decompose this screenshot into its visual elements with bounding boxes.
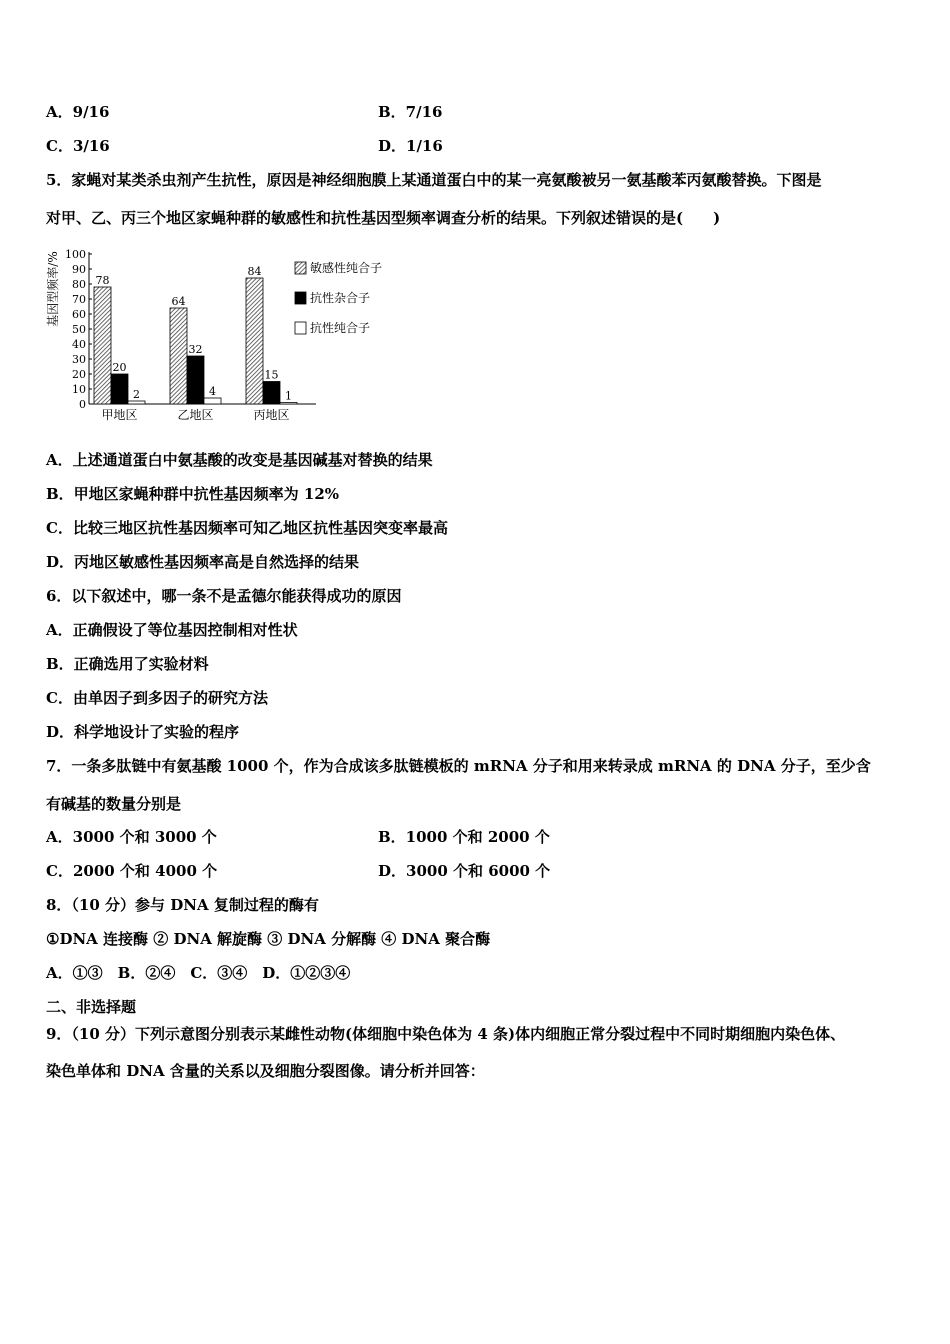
y-ticks bbox=[65, 248, 92, 411]
q5-stem-line2: 对甲、乙、丙三个地区家蝇种群的敏感性和抗性基因型频率调查分析的结果。下列叙述错误的是( ) bbox=[46, 209, 721, 227]
bar-value-label: 4 bbox=[209, 385, 216, 398]
bar bbox=[170, 308, 187, 404]
y-tick-label: 80 bbox=[72, 278, 86, 291]
q8-stem: 8．（10 分）参与 DNA 复制过程的酶有 bbox=[46, 896, 319, 914]
q4-option-d: D．1/16 bbox=[378, 137, 443, 155]
y-axis-label: 基因型频率/% bbox=[46, 251, 60, 327]
bar bbox=[280, 403, 297, 405]
legend-label: 敏感性纯合子 bbox=[310, 261, 383, 275]
q8-options: A．①③ B．②④ C．③④ D．①②③④ bbox=[46, 964, 351, 982]
bar-value-label: 84 bbox=[247, 265, 262, 278]
q9-stem-line1: 9．（10 分）下列示意图分别表示某雌性动物(体细胞中染色体为 4 条)体内细胞正常分裂过程中不同时期细胞内染色体、 bbox=[46, 1025, 846, 1043]
bar-value-label: 2 bbox=[133, 388, 140, 401]
q4-option-a: A．9/16 bbox=[46, 103, 110, 121]
y-tick-label: 40 bbox=[72, 338, 86, 351]
bar bbox=[111, 374, 128, 404]
bar bbox=[263, 382, 280, 405]
bar bbox=[204, 398, 221, 404]
legend-label: 抗性纯合子 bbox=[310, 321, 371, 335]
q5-option-a: A．上述通道蛋白中氨基酸的改变是基因碱基对替换的结果 bbox=[46, 451, 433, 469]
y-tick-label: 0 bbox=[79, 398, 86, 411]
q7-option-c: C．2000 个和 4000 个 bbox=[46, 862, 218, 880]
q7-option-d: D．3000 个和 6000 个 bbox=[378, 862, 551, 880]
bar-value-label: 1 bbox=[285, 389, 292, 403]
y-tick-label: 70 bbox=[72, 293, 86, 306]
q5-option-b: B．甲地区家蝇种群中抗性基因频率为 12% bbox=[46, 485, 340, 503]
bar-value-label: 15 bbox=[264, 368, 279, 382]
q6-stem: 6．以下叙述中，哪一条不是孟德尔能获得成功的原因 bbox=[46, 587, 402, 605]
section-title: 二、非选择题 bbox=[46, 998, 137, 1016]
q6-option-c: C．由单因子到多因子的研究方法 bbox=[46, 689, 268, 707]
y-tick-label: 100 bbox=[65, 248, 86, 261]
q6-option-a: A．正确假设了等位基因控制相对性状 bbox=[46, 621, 298, 639]
q7-option-b: B．1000 个和 2000 个 bbox=[378, 828, 550, 846]
y-tick-label: 20 bbox=[72, 368, 86, 381]
q5-option-c: C．比较三地区抗性基因频率可知乙地区抗性基因突变率最高 bbox=[46, 519, 448, 537]
q4-option-c: C．3/16 bbox=[46, 137, 110, 155]
x-tick-labels bbox=[101, 407, 289, 422]
legend-swatch bbox=[295, 262, 306, 274]
x-tick-label: 乙地区 bbox=[177, 408, 214, 422]
legend-label: 抗性杂合子 bbox=[310, 291, 371, 305]
y-tick-label: 30 bbox=[72, 353, 86, 366]
bar-value-label: 32 bbox=[188, 343, 203, 356]
q9-stem-line2: 染色单体和 DNA 含量的关系以及细胞分裂图像。请分析并回答： bbox=[46, 1062, 485, 1080]
y-tick-label: 10 bbox=[72, 383, 86, 396]
q5-stem-line1: 5．家蝇对某类杀虫剂产生抗性，原因是神经细胞膜上某通道蛋白中的某一亮氨酸被另一氨基酸苯丙氨酸替换。下图是 bbox=[46, 171, 822, 189]
bar-value-label: 20 bbox=[112, 361, 127, 374]
x-tick-label: 甲地区 bbox=[101, 408, 138, 422]
q6-option-d: D．科学地设计了实验的程序 bbox=[46, 723, 240, 741]
q4-option-b: B．7/16 bbox=[378, 103, 443, 121]
bar-value-label: 64 bbox=[171, 295, 186, 308]
q7-option-a: A．3000 个和 3000 个 bbox=[46, 828, 217, 846]
q6-option-b: B．正确选用了实验材料 bbox=[46, 655, 209, 673]
genotype-frequency-chart bbox=[44, 244, 414, 426]
bar bbox=[246, 278, 263, 404]
q8-items: ①DNA 连接酶 ② DNA 解旋酶 ③ DNA 分解酶 ④ DNA 聚合酶 bbox=[46, 930, 491, 948]
bar bbox=[94, 287, 111, 404]
legend-swatch bbox=[295, 322, 306, 334]
q7-stem-line2: 有碱基的数量分别是 bbox=[46, 795, 182, 813]
bars bbox=[94, 265, 297, 404]
legend bbox=[295, 260, 382, 335]
bar-value-label: 78 bbox=[95, 274, 110, 287]
bar bbox=[128, 401, 145, 404]
q7-stem-line1: 7．一条多肽链中有氨基酸 1000 个，作为合成该多肽链模板的 mRNA 分子和用来转录成 mRNA 的 DNA 分子，至少含 bbox=[46, 757, 871, 775]
x-tick-label: 丙地区 bbox=[253, 408, 290, 422]
bar bbox=[187, 356, 204, 404]
y-tick-label: 60 bbox=[72, 308, 86, 321]
y-tick-label: 50 bbox=[72, 323, 86, 336]
y-tick-label: 90 bbox=[72, 263, 86, 276]
q5-option-d: D．丙地区敏感性基因频率高是自然选择的结果 bbox=[46, 553, 360, 571]
legend-swatch bbox=[295, 292, 306, 304]
